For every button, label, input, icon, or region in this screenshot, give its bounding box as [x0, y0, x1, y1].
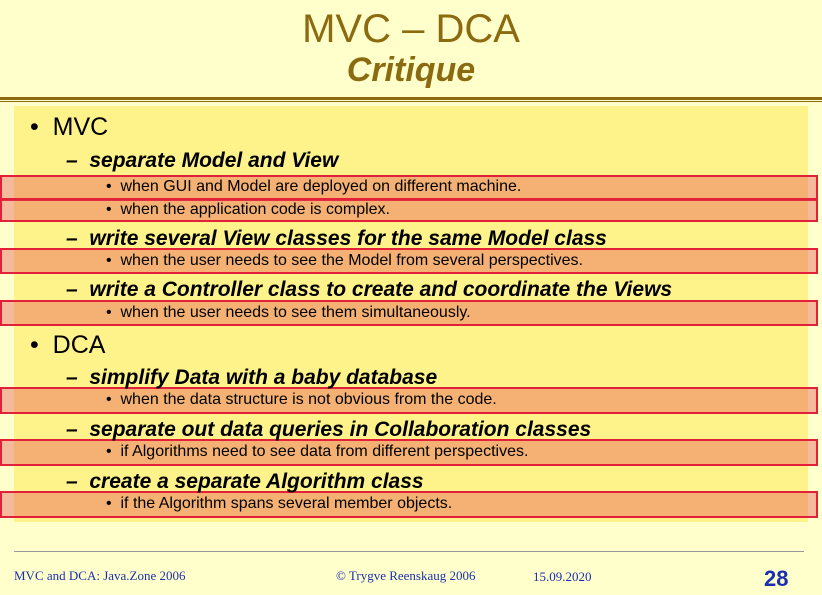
- dca-label: DCA: [52, 331, 106, 359]
- dca-bullet: • if the Algorithm spans several member objects.: [106, 495, 453, 512]
- page-number: 28: [764, 566, 789, 591]
- dca-item-heading: create a separate Algorithm class: [89, 470, 424, 493]
- mvc-bullet: • when GUI and Model are deployed on different machine.: [106, 178, 522, 195]
- footer-date: 15.09.2020: [533, 569, 592, 584]
- dca-bullet-text: if the Algorithm spans several member objects.: [120, 495, 453, 512]
- mvc-item-heading: write several View classes for the same Model class: [89, 227, 607, 250]
- mvc-subheading: – write a Controller class to create and coordinate the Views: [66, 278, 673, 301]
- footer-left: MVC and DCA: Java.Zone 2006: [14, 568, 186, 583]
- mvc-bullet-text: when GUI and Model are deployed on different machine.: [120, 178, 522, 195]
- bullet-mvc: • MVC: [30, 113, 109, 141]
- mvc-bullet-text: when the user needs to see the Model from several perspectives.: [120, 252, 583, 269]
- mvc-item-heading: separate Model and View: [89, 149, 339, 172]
- mvc-subheading: – write several View classes for the same Model class: [66, 227, 607, 250]
- dca-bullet: • if Algorithms need to see data from different perspectives.: [106, 443, 529, 460]
- dca-subheading: – simplify Data with a baby database: [66, 366, 438, 389]
- dca-subheading: – create a separate Algorithm class: [66, 470, 424, 493]
- slide-title: MVC – DCA: [302, 7, 520, 51]
- title-divider: [0, 97, 822, 100]
- mvc-bullet: • when the user needs to see them simultaneously.: [106, 304, 471, 321]
- mvc-bullet-text: when the application code is complex.: [120, 201, 390, 218]
- dca-subheading: – separate out data queries in Collaboration classes: [66, 418, 592, 441]
- dca-item-heading: simplify Data with a baby database: [89, 366, 438, 389]
- bullet-dca: • DCA: [30, 331, 106, 359]
- mvc-subheading: – separate Model and View: [66, 149, 339, 172]
- title-divider-thin: [0, 101, 822, 102]
- mvc-label: MVC: [52, 113, 109, 141]
- dca-bullet-text: when the data structure is not obvious from the code.: [120, 391, 497, 408]
- mvc-bullet: • when the application code is complex.: [106, 201, 390, 218]
- dca-bullet-text: if Algorithms need to see data from different perspectives.: [120, 443, 529, 460]
- dca-bullet: • when the data structure is not obvious from the code.: [106, 391, 497, 408]
- mvc-bullet: • when the user needs to see the Model from several perspectives.: [106, 252, 583, 269]
- mvc-bullet-text: when the user needs to see them simultaneously.: [120, 304, 471, 321]
- dca-item-heading: separate out data queries in Collaboration classes: [89, 418, 592, 441]
- slide-subtitle: Critique: [346, 51, 476, 89]
- footer-divider: [14, 551, 804, 552]
- footer-center: © Trygve Reenskaug 2006: [336, 568, 476, 583]
- mvc-item-heading: write a Controller class to create and coordinate the Views: [89, 278, 673, 301]
